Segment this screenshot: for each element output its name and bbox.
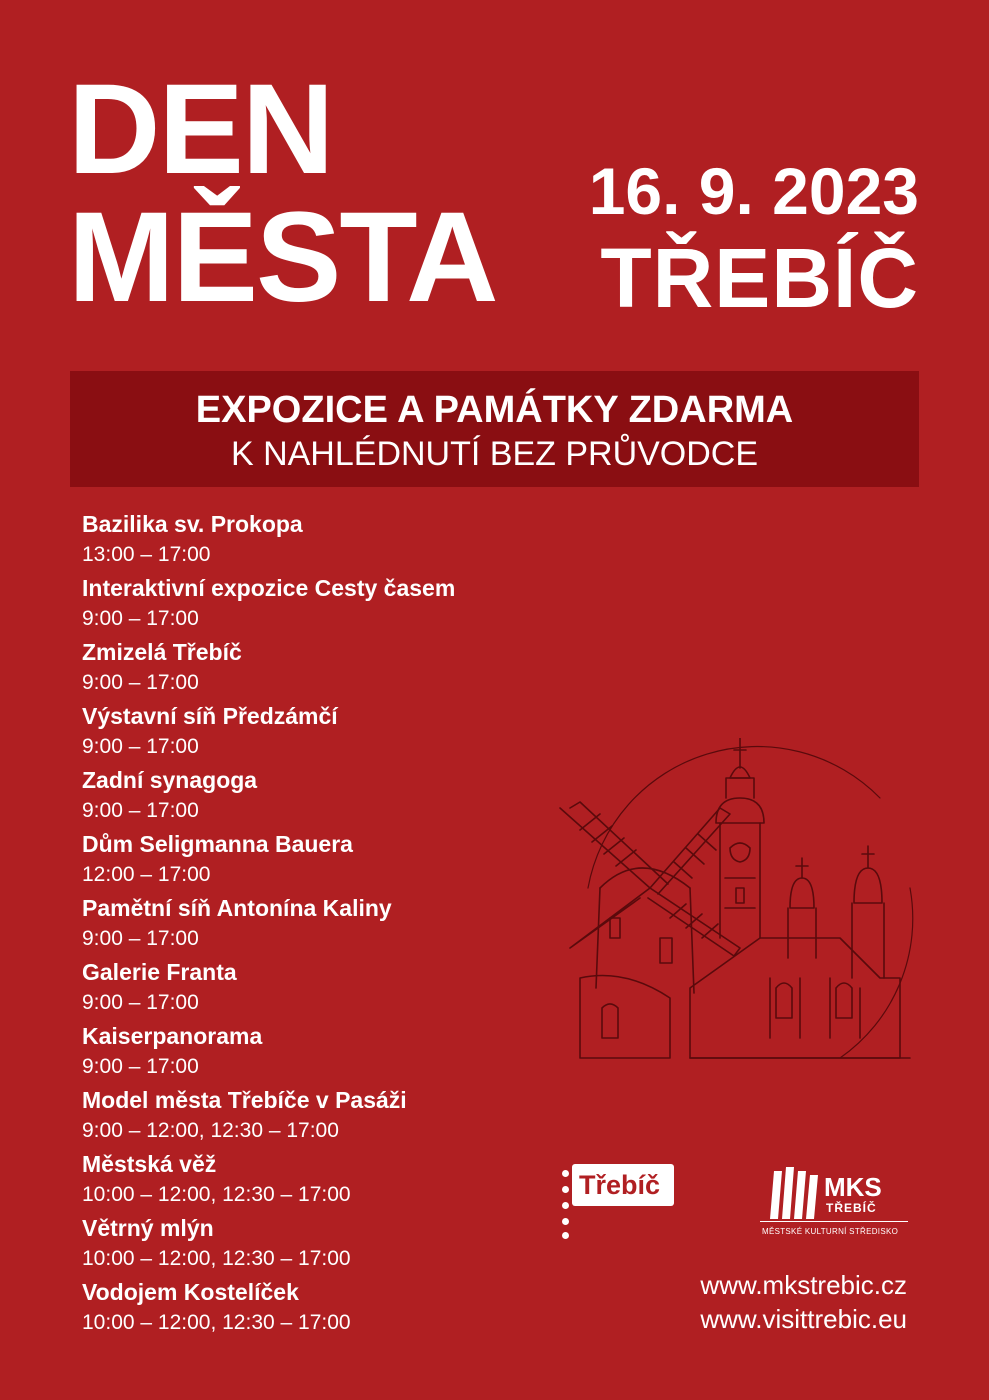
venue-name: Větrný mlýn (82, 1215, 214, 1241)
venue-item (82, 827, 552, 891)
logo-dot (562, 1186, 569, 1193)
venue-list (82, 507, 552, 1339)
date-location (589, 152, 919, 326)
venue-item (82, 1147, 552, 1211)
logo-dot (562, 1232, 569, 1239)
venue-name: Model města Třebíče v Pasáži (82, 1087, 407, 1113)
event-title-line1: DEN (68, 58, 333, 201)
mks-stripes-icon (764, 1163, 824, 1221)
venue-item (82, 955, 552, 1019)
logo-dot (562, 1218, 569, 1225)
mks-city: TŘEBÍČ (826, 1201, 877, 1215)
venue-name: Galerie Franta (82, 959, 237, 985)
venue-hours: 9:00 – 17:00 (82, 1055, 199, 1078)
venue-hours: 12:00 – 17:00 (82, 863, 211, 886)
venue-item (82, 1211, 552, 1275)
venue-hours: 13:00 – 17:00 (82, 543, 211, 566)
venue-name: Dům Seligmanna Bauera (82, 831, 353, 857)
venue-item (82, 1275, 552, 1339)
banner-subtitle: K NAHLÉDNUTÍ BEZ PRŮVODCE (230, 435, 759, 473)
trebic-logo-text: Třebíč (579, 1170, 661, 1200)
link-visittrebic[interactable]: www.visittrebic.eu (700, 1304, 907, 1334)
venue-hours: 9:00 – 17:00 (82, 927, 199, 950)
venue-name: Městská věž (82, 1151, 217, 1177)
mks-logo (760, 1163, 910, 1245)
event-title-line2: MĚSTA (68, 186, 497, 329)
venue-item (82, 1019, 552, 1083)
venue-name: Interaktivní expozice Cesty časem (82, 575, 456, 601)
link-mkstrebic[interactable]: www.mkstrebic.cz (700, 1270, 907, 1300)
mks-divider (760, 1221, 908, 1222)
venue-hours: 9:00 – 12:00, 12:30 – 17:00 (82, 1119, 339, 1142)
venue-name: Výstavní síň Předzámčí (82, 703, 338, 729)
venue-name: Vodojem Kostelíček (82, 1279, 299, 1305)
venue-hours: 10:00 – 12:00, 12:30 – 17:00 (82, 1183, 351, 1206)
venue-name: Kaiserpanorama (82, 1023, 263, 1049)
venue-name: Zadní synagoga (82, 767, 258, 793)
venue-hours: 10:00 – 12:00, 12:30 – 17:00 (82, 1247, 351, 1270)
venue-hours: 9:00 – 17:00 (82, 671, 199, 694)
venue-hours: 9:00 – 17:00 (82, 607, 199, 630)
event-city: TŘEBÍČ (600, 231, 919, 325)
venue-item (82, 891, 552, 955)
venue-item (82, 507, 552, 571)
mks-full-name: MĚSTSKÉ KULTURNÍ STŘEDISKO (762, 1227, 899, 1236)
banner-title: EXPOZICE A PAMÁTKY ZDARMA (195, 389, 794, 431)
venue-hours: 9:00 – 17:00 (82, 991, 199, 1014)
windmill-and-basilica-illustration (540, 738, 920, 1078)
venue-hours: 10:00 – 12:00, 12:30 – 17:00 (82, 1311, 351, 1334)
logo-dot (562, 1202, 569, 1209)
logo-dot (562, 1170, 569, 1177)
website-links (700, 1268, 907, 1336)
event-date: 16. 9. 2023 (588, 154, 919, 228)
mks-name: MKS (824, 1172, 882, 1202)
venue-item (82, 571, 552, 635)
venue-name: Zmizelá Třebíč (82, 639, 242, 665)
free-entry-banner (70, 371, 919, 487)
venue-item (82, 635, 552, 699)
venue-item (82, 699, 552, 763)
venue-hours: 9:00 – 17:00 (82, 799, 199, 822)
venue-name: Pamětní síň Antonína Kaliny (82, 895, 392, 921)
trebic-logo (557, 1164, 677, 1240)
venue-item (82, 763, 552, 827)
venue-item (82, 1083, 552, 1147)
venue-name: Bazilika sv. Prokopa (82, 511, 303, 537)
event-title (68, 58, 497, 329)
venue-hours: 9:00 – 17:00 (82, 735, 199, 758)
